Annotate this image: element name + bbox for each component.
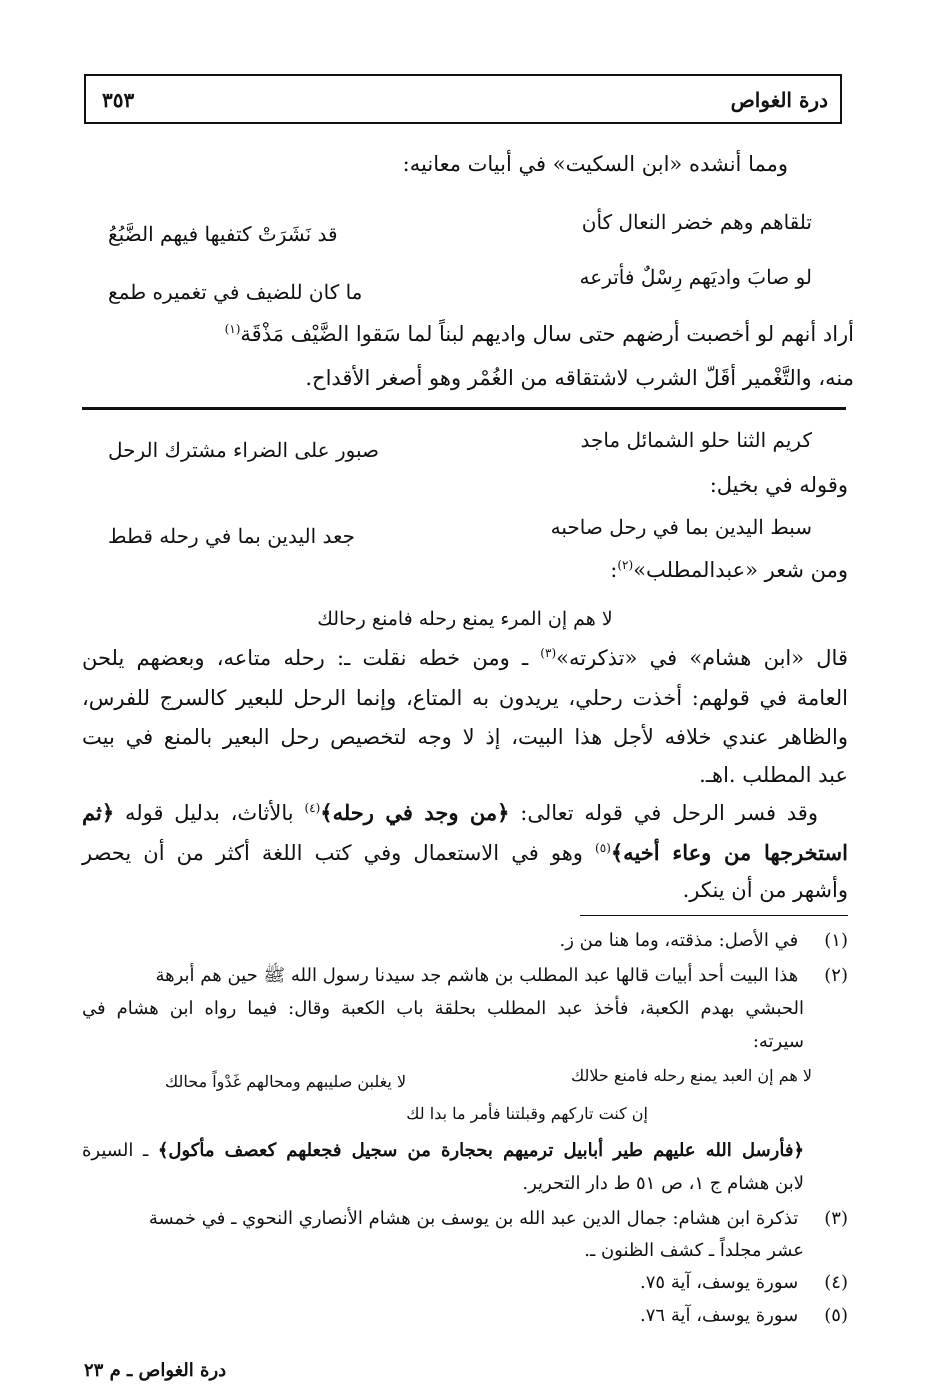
footnote-ref-1: (١): [224, 322, 241, 336]
section-divider: [82, 407, 846, 410]
verse-4-second-hemistich: جعد اليدين بما في رحله قطط: [108, 524, 356, 548]
footnote-3-line-2: عشر مجلداً ـ كشف الظنون ـ.: [584, 1240, 804, 1261]
intro-3-colon: :: [610, 558, 618, 582]
footnote-1: [82, 930, 848, 951]
paragraph-3-line-1: [82, 800, 818, 825]
paragraph-2-line-2: العامة في قولهم: أخذت رحلي، يريدون به المتاع، وإنما الرحل للبعير كالسرج للفرس،: [82, 686, 848, 710]
footnote-separator: [580, 915, 848, 916]
footnote-4: [82, 1272, 848, 1293]
intro-line: ومما أنشده «ابن السكيت» في أبيات معانيه:: [402, 152, 788, 176]
footnote-2-line-2: الحبشي بهدم الكعبة، فأخذ عبد المطلب بحلقة باب الكعبة وقال: فيما رواه ابن هشام في: [82, 998, 804, 1019]
footnote-1-text: في الأصل: مذقته، وما هنا من ز.: [559, 930, 799, 951]
paragraph-2-rest: ـ ومن خطه نقلت ـ: رحله متاعه، وبعضهم يلحن: [82, 646, 541, 670]
paragraph-2-line-1: [82, 646, 848, 670]
footnote-2-verse-b: لا يغلبن صليبهم ومحالهم غَدْواً محالك: [165, 1072, 407, 1091]
page-number: ٣٥٣: [102, 88, 135, 112]
footnote-2-quran-quote: ﴿فأرسل الله عليهم طير أبابيل ترميهم بحجارة من سجيل فجعلهم كعصف مأكول﴾: [157, 1140, 804, 1161]
intro-3-line: [82, 558, 848, 582]
footnote-ref-2: (٢): [617, 558, 634, 572]
intro-3-text: ومن شعر «عبدالمطلب»: [633, 558, 848, 582]
paragraph-3-line-2: [82, 840, 848, 865]
footnote-2-verse-a: لا هم إن العبد يمنع رحله فامنع حلالك: [570, 1066, 812, 1085]
running-header: [84, 74, 842, 124]
paragraph-3-line-3: وأشهر من أن ينكر.: [682, 878, 848, 902]
footnote-2-quran-tail: ـ السيرة: [82, 1140, 158, 1161]
footnote-5: [82, 1305, 848, 1326]
footnote-2-line-1: [82, 964, 848, 990]
paragraph-1-text: أراد أنهم لو أخصبت أرضهم حتى سال واديهم لبناً لما سَقوا الضَّيْف مَذْقَة: [240, 322, 854, 346]
page-footer: درة الغواص ـ م ٢٣: [84, 1360, 227, 1381]
verse-5-centered: لا هم إن المرء يمنع رحله فامنع رحالك: [317, 608, 613, 630]
footnote-2-line-3: سيرته:: [752, 1031, 804, 1052]
footnote-2-text-1: هذا البيت أحد أبيات قالها عبد المطلب بن هاشم جد سيدنا رسول الله ﷺ حين هم أبرهة: [155, 965, 799, 986]
verse-2-first-hemistich: لو صابَ واديَهم رِسْلٌ فأترعه: [579, 265, 812, 289]
footnote-ref-3: (٣): [540, 646, 557, 660]
paragraph-3-start: وقد فسر الرحل في قوله تعالى:: [509, 801, 818, 825]
footnote-4-number: (٤): [824, 1272, 848, 1293]
footnote-ref-4: (٤): [304, 801, 321, 815]
paragraph-2-start: قال «ابن هشام» في «تذكرته»: [556, 646, 848, 670]
footnote-1-number: (١): [824, 930, 848, 951]
paragraph-1-line-2: منه، والتَّغْمير أقَلّ الشرب لاشتقاقه من الغُمْر وهو أصغر الأقداح.: [305, 366, 854, 390]
footnote-2-quran-line: [82, 1140, 804, 1161]
verse-1-first-hemistich: تلقاهم وهم خضر النعال كأن: [581, 210, 812, 234]
footnote-3-number: (٣): [824, 1208, 848, 1229]
paragraph-2-line-3: والظاهر عندي خلافه لأجل هذا البيت، إذ لا وجه لتخصيص رحل البعير بالمنع في بيت: [82, 725, 849, 749]
verse-3-first-hemistich: كريم الثنا حلو الشمائل ماجد: [580, 428, 812, 452]
quran-quote-1: ﴿من وجد في رحله﴾: [320, 800, 510, 825]
footnote-2-number: (٢): [824, 965, 848, 986]
footnote-5-number: (٥): [824, 1305, 848, 1326]
footnote-ref-5: (٥): [595, 841, 611, 855]
verse-4-first-hemistich: سبط اليدين بما في رحل صاحبه: [550, 515, 812, 539]
footnote-2-verse-c: إن كنت تاركهم وقبلتنا فأمر ما بدا لك: [406, 1104, 648, 1123]
verse-3-second-hemistich: صبور على الضراء مشترك الرحل: [108, 438, 379, 462]
quran-quote-2-start: ﴿ثم: [82, 800, 115, 825]
verse-1-second-hemistich: قد نَشَرَتْ كتفيها فيهم الضَّبُعُ: [108, 222, 338, 246]
paragraph-2-line-4: عبد المطلب .اهـ.: [699, 763, 848, 787]
intro-2-line: وقوله في بخيل:: [709, 473, 848, 497]
paragraph-1-line-1: [82, 322, 854, 346]
paragraph-3-tail: وهو في الاستعمال وفي كتب اللغة أكثر من أن يحصر: [82, 841, 596, 865]
footnote-3-text-1: تذكرة ابن هشام: جمال الدين عبد الله بن يوسف بن هشام الأنصاري النحوي ـ في خمسة: [148, 1208, 799, 1229]
header-title: درة الغواص: [730, 88, 828, 112]
quran-quote-2-end: استخرجها من وعاء أخيه﴾: [610, 840, 848, 865]
footnote-3-line-1: [82, 1208, 848, 1229]
footnote-5-text: سورة يوسف، آية ٧٦.: [640, 1305, 799, 1326]
paragraph-3-mid: بالأثاث، بدليل قوله: [114, 801, 305, 825]
verse-2-second-hemistich: ما كان للضيف في تغميره طمع: [108, 280, 363, 304]
footnote-2-line-4: لابن هشام ج ١، ص ٥١ ط دار التحرير.: [522, 1173, 804, 1194]
footnote-4-text: سورة يوسف، آية ٧٥.: [640, 1272, 799, 1293]
